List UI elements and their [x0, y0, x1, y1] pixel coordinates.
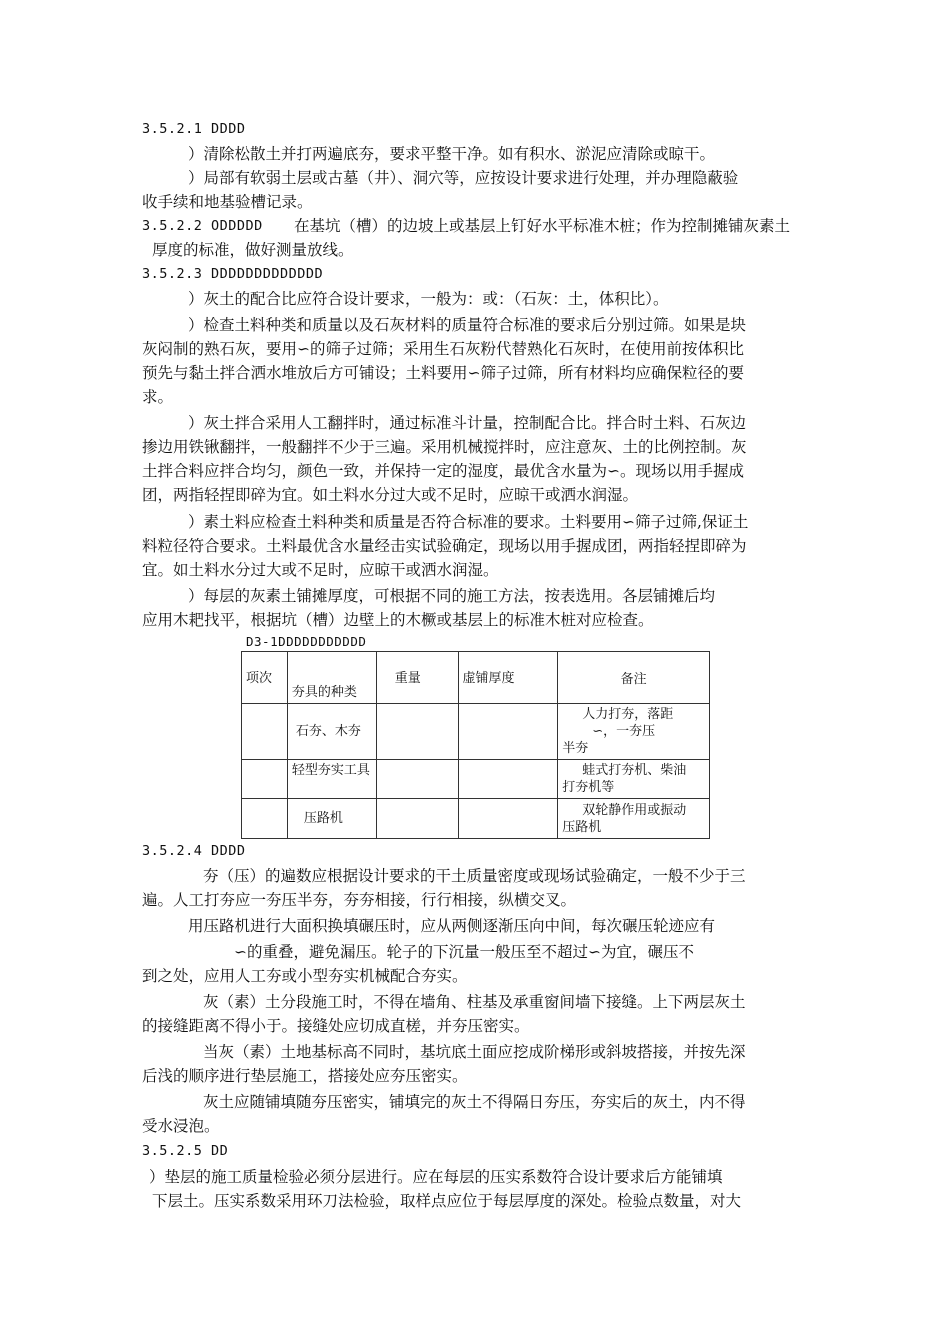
- note-line: 压路机: [562, 819, 602, 835]
- paragraph-line: 灰闷制的熟石灰，要用∽的筛子过筛；采用生石灰粉代替熟化石灰时，在使用前按体积比: [142, 340, 744, 358]
- note-line: 双轮静作用或振动: [582, 802, 687, 818]
- paragraph-line: 在基坑（槽）的边坡上或基层上钉好水平标准木桩；作为控制摊铺灰素土: [294, 217, 791, 235]
- paragraph-line: 到之处，应用人工夯或小型夯实机械配合夯实。: [142, 967, 468, 985]
- cell-note: [558, 799, 710, 839]
- table-caption: D3-1DDDDDDDDDDD: [246, 634, 367, 649]
- paragraph-line: 料粒径符合要求。土料最优含水量经击实试验确定，现场以用手握成团，两指轻捏即碎为: [142, 537, 747, 555]
- table-row: [242, 704, 710, 760]
- cell-note: [558, 704, 710, 760]
- paragraph-line: 厚度的标准，做好测量放线。: [152, 241, 354, 259]
- paragraph-line: ）每层的灰素土铺摊厚度，可根据不同的施工方法，按表选用。各层铺摊后均: [188, 587, 716, 605]
- cell-thickness: [458, 704, 558, 760]
- cell-weight: [376, 799, 458, 839]
- cell-note: [558, 760, 710, 799]
- paragraph-line: 灰（素）土分段施工时，不得在墙角、柱基及承重窗间墙下接缝。上下两层灰土: [203, 993, 746, 1011]
- paragraph-line: 宜。如土料水分过大或不足时，应晾干或洒水润湿。: [142, 561, 499, 579]
- header-weight: 重量: [376, 652, 458, 704]
- paragraph-line: ）垫层的施工质量检验必须分层进行。应在每层的压实系数符合设计要求后方能铺填: [149, 1168, 723, 1186]
- paragraph-line: ）局部有软弱土层或古墓（井）、洞穴等，应按设计要求进行处理，并办理隐蔽验: [188, 169, 739, 187]
- paragraph-line: 用压路机进行大面积换填碾压时，应从两侧逐渐压向中间，每次碾压轮迹应有: [188, 917, 716, 935]
- header-tool: 夯具的种类: [287, 652, 376, 704]
- section-heading-3-5-2-1: 3.5.2.1 DDDD: [142, 121, 246, 137]
- cell-tool: 压路机: [287, 799, 376, 839]
- paragraph-line: 团，两指轻捏即碎为宜。如土料水分过大或不足时，应晾干或洒水润湿。: [142, 486, 639, 504]
- paragraph-line: ）灰土拌合采用人工翻拌时，通过标准斗计量，控制配合比。拌合时土料、石灰边: [188, 414, 747, 432]
- section-heading-3-5-2-5: 3.5.2.5 DD: [142, 1143, 229, 1159]
- cell-thickness: [458, 799, 558, 839]
- compaction-table: [241, 651, 710, 839]
- note-line: 打夯机等: [562, 780, 615, 795]
- section-heading-3-5-2-3: 3.5.2.3 DDDDDDDDDDDDD: [142, 266, 324, 282]
- paragraph-line: ）素土料应检查土料种类和质量是否符合标准的要求。土料要用∽筛子过筛,保证土: [188, 513, 749, 531]
- header-no: 项次: [242, 652, 288, 704]
- paragraph-line: 遍。人工打夯应一夯压半夯，夯夯相接，行行相接，纵横交叉。: [142, 891, 577, 909]
- paragraph-line: 应用木耙找平，根据坑（槽）边壁上的木橛或基层上的标准木桩对应检查。: [142, 611, 654, 629]
- header-note: 备注: [558, 652, 710, 704]
- cell-tool: 石夯、木夯: [287, 704, 376, 760]
- section-heading-3-5-2-2: 3.5.2.2 ODDDDD: [142, 218, 263, 234]
- paragraph-line: 下层土。压实系数采用环刀法检验，取样点应位于每层厚度的深处。检验点数量，对大: [152, 1192, 742, 1210]
- cell-weight: [376, 760, 458, 799]
- table-header-row: [242, 652, 710, 704]
- table-row: [242, 760, 710, 799]
- paragraph-line: 灰土应随铺填随夯压密实，铺填完的灰土不得隔日夯压，夯实后的灰土，内不得: [203, 1093, 746, 1111]
- paragraph-line: ）清除松散土并打两遍底夯，要求平整干净。如有积水、淤泥应清除或晾干。: [188, 145, 716, 163]
- paragraph-line: 的接缝距离不得小于。接缝处应切成直槎，并夯压密实。: [142, 1017, 530, 1035]
- paragraph-line: 当灰（素）土地基标高不同时，基坑底土面应挖成阶梯形或斜坡搭接，并按先深: [203, 1043, 746, 1061]
- paragraph-line: 求。: [142, 388, 174, 406]
- note-line: ∽，一夯压: [592, 724, 656, 739]
- header-thickness: 虚铺厚度: [458, 652, 558, 704]
- paragraph-line: 后浅的顺序进行垫层施工，搭接处应夯压密实。: [142, 1067, 468, 1085]
- cell-weight: [376, 704, 458, 760]
- paragraph-line: ）灰土的配合比应符合设计要求，一般为：或：（石灰：土，体积比）。: [188, 290, 669, 308]
- paragraph-line: 受水浸泡。: [142, 1117, 220, 1135]
- paragraph-line: 土拌合料应拌合均匀，颜色一致，并保持一定的湿度，最优含水量为∽。现场以用手握成: [142, 462, 744, 480]
- cell-tool: 轻型夯实工具: [287, 760, 376, 799]
- table-row: [242, 799, 710, 839]
- note-line: 人力打夯，落距: [582, 707, 674, 722]
- paragraph-line: ）检查土料种类和质量以及石灰材料的质量符合标准的要求后分别过筛。如果是块: [188, 316, 747, 334]
- paragraph-line: 收手续和地基验槽记录。: [142, 193, 313, 211]
- section-heading-3-5-2-4: 3.5.2.4 DDDD: [142, 843, 246, 859]
- cell-thickness: [458, 760, 558, 799]
- note-line: 半夯: [562, 741, 589, 756]
- paragraph-line: 预先与黏土拌合洒水堆放后方可铺设；土料要用∽筛子过筛，所有材料均应确保粒径的要: [142, 364, 744, 382]
- cell-no: [242, 799, 288, 839]
- paragraph-line: 掺边用铁锹翻拌，一般翻拌不少于三遍。采用机械搅拌时，应注意灰、土的比例控制。灰: [142, 438, 747, 456]
- cell-no: [242, 760, 288, 799]
- paragraph-line: ∽的重叠，避免漏压。轮子的下沉量一般压至不超过∽为宜，碾压不: [234, 943, 694, 961]
- cell-no: [242, 704, 288, 760]
- paragraph-line: 夯（压）的遍数应根据设计要求的干土质量密度或现场试验确定，一般不少于三: [203, 867, 746, 885]
- note-line: 蛙式打夯机、柴油: [582, 763, 687, 778]
